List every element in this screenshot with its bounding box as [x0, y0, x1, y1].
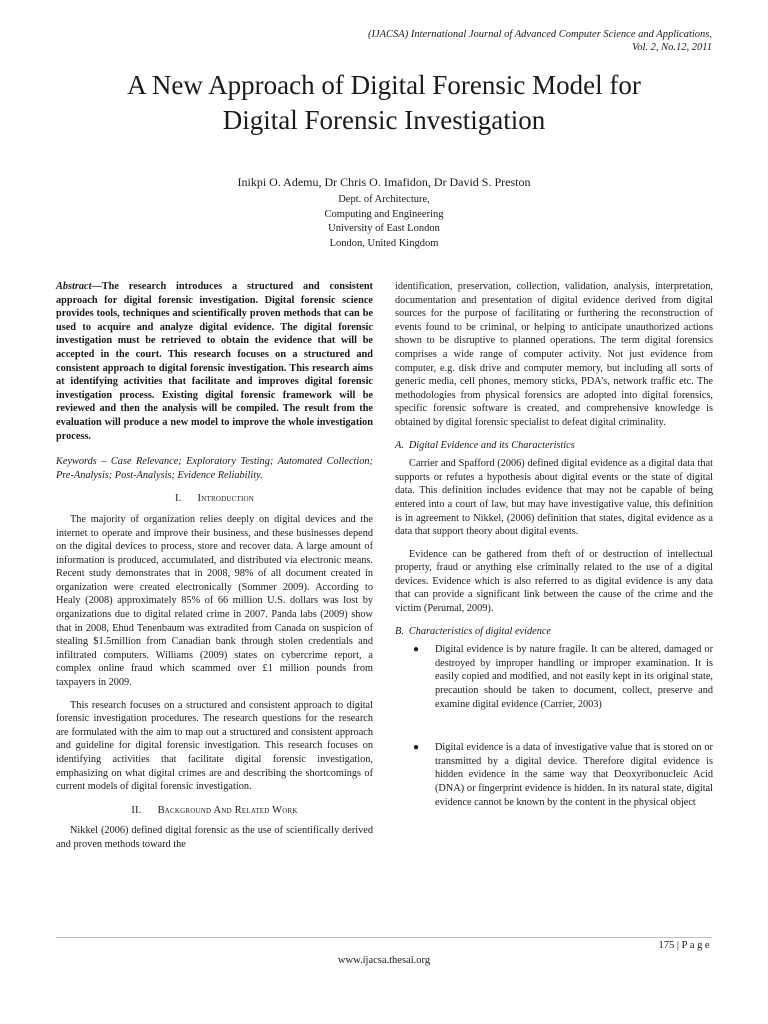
affiliation — [0, 193, 768, 251]
journal-volume: Vol. 2, No.12, 2011 — [631, 42, 712, 53]
journal-name: (IJACSA) International Journal of Advanced Computer Science and Applications, — [367, 29, 712, 40]
affiliation-line-4: London, United Kingdom — [329, 237, 439, 249]
subsection-a-paragraph-2: Evidence can be gathered from theft of or destruction of intellectual property, fraud or anything else criminally related to the use of a digital devices. Evidence which is also referred to as digital evidence is any data that can provide a significant link between the cause of the crime and the victim (Perumal, 2009). — [395, 548, 713, 615]
page-number-value: 175 — [658, 940, 675, 951]
subsection-letter: B. — [395, 625, 404, 637]
bullet-item — [395, 741, 713, 809]
page-separator: | — [674, 940, 682, 951]
journal-header — [152, 28, 712, 54]
subsection-a-paragraph-1: Carrier and Spafford (2006) defined digital evidence as a digital data that supports or refutes a hypothesis about digital events or the state of digital data. This definition includes evidence that may not be capable of being entered into a court of law, but may have investigative value, this definition is in agreement to Nikkel, (2006) definition that states, digital evidence as a data that support theory about digital events. — [395, 458, 713, 538]
paper-title — [40, 68, 728, 138]
section-number: I. — [175, 493, 182, 505]
bullet-item — [395, 643, 713, 711]
intro-paragraph-1: The majority of organization relies deeply on digital devices and the internet to operate and improve their business, and these businesses depend on the digital devices to process, store and recover data. A large amount of information is produced, accumulated, and distributed via electronic means. Recent study demonstrates that in 2008, 98% of all document created in organization were created electronically (Sommer 2009). According to Healy (2008) approximately 85% of 66 million U.S. dollars was lost by organizations due to digital related crime in 2007. Panda labs (2009) show that in 2008, Ehud Tenenbaum was extradited from Canada on suspicion of stealing $1.5million from Canadian bank through stolen credentials and infiltrated computers. Williams (2009) states on cybercrime report, a complex online fraud which scammed over £1 million pounds from taxpayers in 2009. — [56, 513, 373, 689]
section-title: Background And Related Work — [157, 804, 298, 816]
title-line-2: Digital Forensic Investigation — [222, 105, 546, 135]
abstract-label: Abstract — [56, 281, 92, 292]
background-paragraph-continued: identification, preservation, collection, validation, analysis, interpretation, documentation and presentation of digital evidence derived from digital sources for the purpose of facilitating or furthering the reconstruction of events found to be criminal, or helping to anticipate unauthorized actions shown to be disruptive to planned operations. The term digital forensics comprises a wide range of computer activity. Not just evidence from computer, e.g. disk drive and computer memory, but including all sorts of generic media, cell phones, memory sticks, PDA’s, network traffic etc. The methodologies from physical forensics are adopted into digital forensics, specific forensic software is created, and comprehensive knowledge is obtained by digital forensic specialist to defeat digital criminality. — [395, 281, 713, 428]
affiliation-line-2: Computing and Engineering — [324, 208, 444, 220]
bullet-list — [395, 643, 713, 809]
page-number — [658, 940, 712, 951]
intro-paragraph-2: This research focuses on a structured and consistent approach to digital forensic investigation procedures. The research questions for the research are formulated with the aim to map out a structured and consistent approach and guideline for digital forensic investigation. This research focuses on identifying activities that facilitate digital forensic investigation, emphasizing on what digital crimes are and describing the shortcomings of current models of digital forensic investigation. — [56, 699, 373, 793]
footer-url[interactable]: www.ijacsa.thesai.org — [337, 955, 431, 966]
title-line-1: A New Approach of Digital Forensic Model for — [127, 70, 641, 100]
keywords: Keywords – Case Relevance; Exploratory Testing; Automated Collection; Pre-Analysis; Post-Analysis; Evidence Reliability. — [56, 456, 373, 481]
section-heading-background — [56, 804, 373, 818]
bullet-icon: ● — [413, 644, 420, 656]
right-column — [395, 280, 713, 839]
affiliation-line-1: Dept. of Architecture, — [338, 194, 430, 205]
abstract-text: —The research introduces a structured and consistent approach for digital forensic investigation. Digital forensic science provides tools, techniques and scientifically proven methods that can be used to acquire and analyze digital evidence. The digital forensic investigation must be retrieved to obtain the evidence that will be accepted in the court. This research focuses on a structured and consistent approach to digital forensic investigation. This research aims at identifying activities that facilitate and improves digital forensic investigation process. Existing digital forensic framework will be reviewed and then the analysis will be compiled. The result from the evaluation will produce a new model to improve the whole investigation process. — [56, 281, 373, 442]
abstract — [56, 280, 373, 443]
subsection-heading-a — [395, 439, 713, 453]
bullet-icon: ● — [413, 742, 420, 754]
footer-divider — [56, 937, 712, 938]
section-number: II. — [131, 804, 142, 816]
authors: Inikpi O. Ademu, Dr Chris O. Imafidon, Dr David S. Preston — [237, 175, 531, 189]
section-heading-introduction — [56, 492, 373, 506]
bullet-text: Digital evidence is by nature fragile. It can be altered, damaged or destroyed by improper handling or improper examination. It is easily copied and modified, and not easily kept in its original state, precaution should be taken to document, collect, preserve and examine digital evidence (Carrier, 2003) — [435, 644, 713, 710]
left-column — [56, 280, 373, 852]
subsection-heading-b — [395, 625, 713, 639]
subsection-title: Digital Evidence and its Characteristics — [408, 439, 575, 451]
page-label: Page — [681, 940, 712, 951]
affiliation-line-3: University of East London — [328, 223, 440, 235]
subsection-letter: A. — [395, 439, 404, 451]
background-paragraph-1: Nikkel (2006) defined digital forensic as the use of scientifically derived and proven methods toward the — [56, 825, 373, 850]
section-title: Introduction — [197, 493, 254, 505]
bullet-text: Digital evidence is a data of investigative value that is stored on or transmitted by a digital device. Therefore digital evidence is hidden evidence in the same way that Deoxyribonucleic Acid (DNA) or fingerprint evidence is hidden. In its natural state, digital evidence cannot be known by the content in the physical object — [435, 742, 713, 808]
subsection-title: Characteristics of digital evidence — [408, 625, 552, 637]
